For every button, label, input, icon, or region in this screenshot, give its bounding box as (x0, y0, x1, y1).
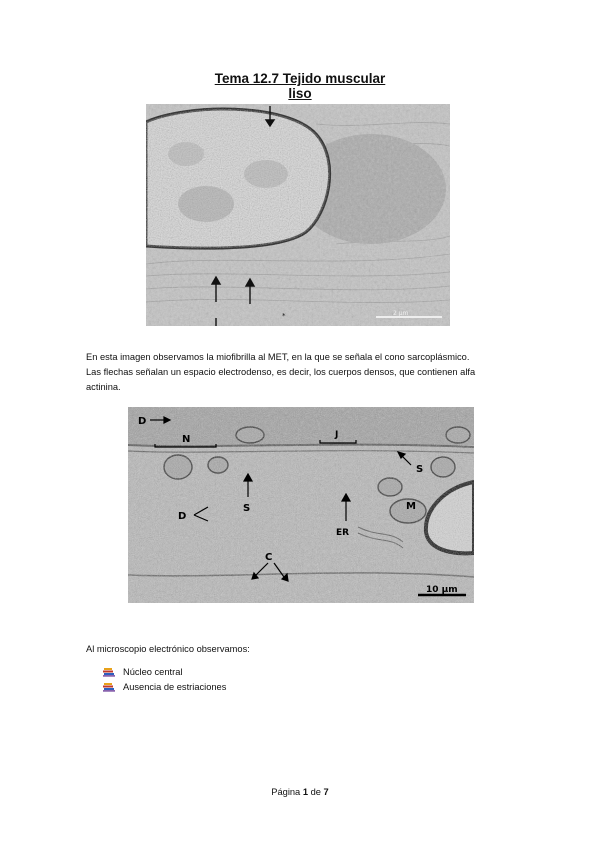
label-c: C (265, 552, 273, 563)
book-stack-icon (103, 667, 115, 677)
page-title (0, 71, 600, 101)
scale-label-fig2: 10 μm (426, 585, 458, 595)
paragraph-line-2: Las flechas señalan un espacio electrodenso, es decir, los cuerpos densos, que contienen alfa (86, 367, 476, 377)
book-stack-icon (103, 682, 115, 692)
footer-prefix: Página (271, 787, 301, 797)
footer-total-pages: 7 (323, 787, 329, 797)
micrograph-smooth-muscle-met (146, 104, 450, 326)
figure-description (86, 350, 526, 395)
footer-current-page: 1 (302, 787, 308, 797)
paragraph-line-1: En esta imagen observamos la miofibrilla al MET, en la que se señala el cono sarcoplásmico. (86, 352, 470, 362)
title-line-2: liso (288, 86, 312, 101)
list-item-text: Ausencia de estriaciones (123, 681, 227, 692)
svg-text:*: * (282, 312, 286, 320)
paragraph-line-3: actinina. (86, 382, 121, 392)
scale-label-fig1: 2 μm (393, 310, 409, 317)
section-intro: Al microscopio electrónico observamos: (86, 644, 250, 654)
label-s-center: S (243, 503, 251, 514)
label-s-right: S (416, 464, 424, 475)
label-m: M (406, 501, 416, 512)
observations-list (103, 664, 226, 694)
micrograph-labeled-met (128, 407, 474, 603)
title-line-1: Tema 12.7 Tejido muscular (214, 71, 386, 86)
label-n: N (182, 434, 191, 445)
footer-separator: de (310, 787, 321, 797)
list-item (103, 664, 226, 679)
label-er: ER (336, 528, 350, 538)
list-item-text: Núcleo central (123, 666, 183, 677)
label-j: J (335, 430, 339, 440)
list-item (103, 679, 226, 694)
label-d-left: D (178, 511, 187, 522)
label-d-top: D (138, 416, 147, 427)
page-footer (0, 787, 600, 797)
